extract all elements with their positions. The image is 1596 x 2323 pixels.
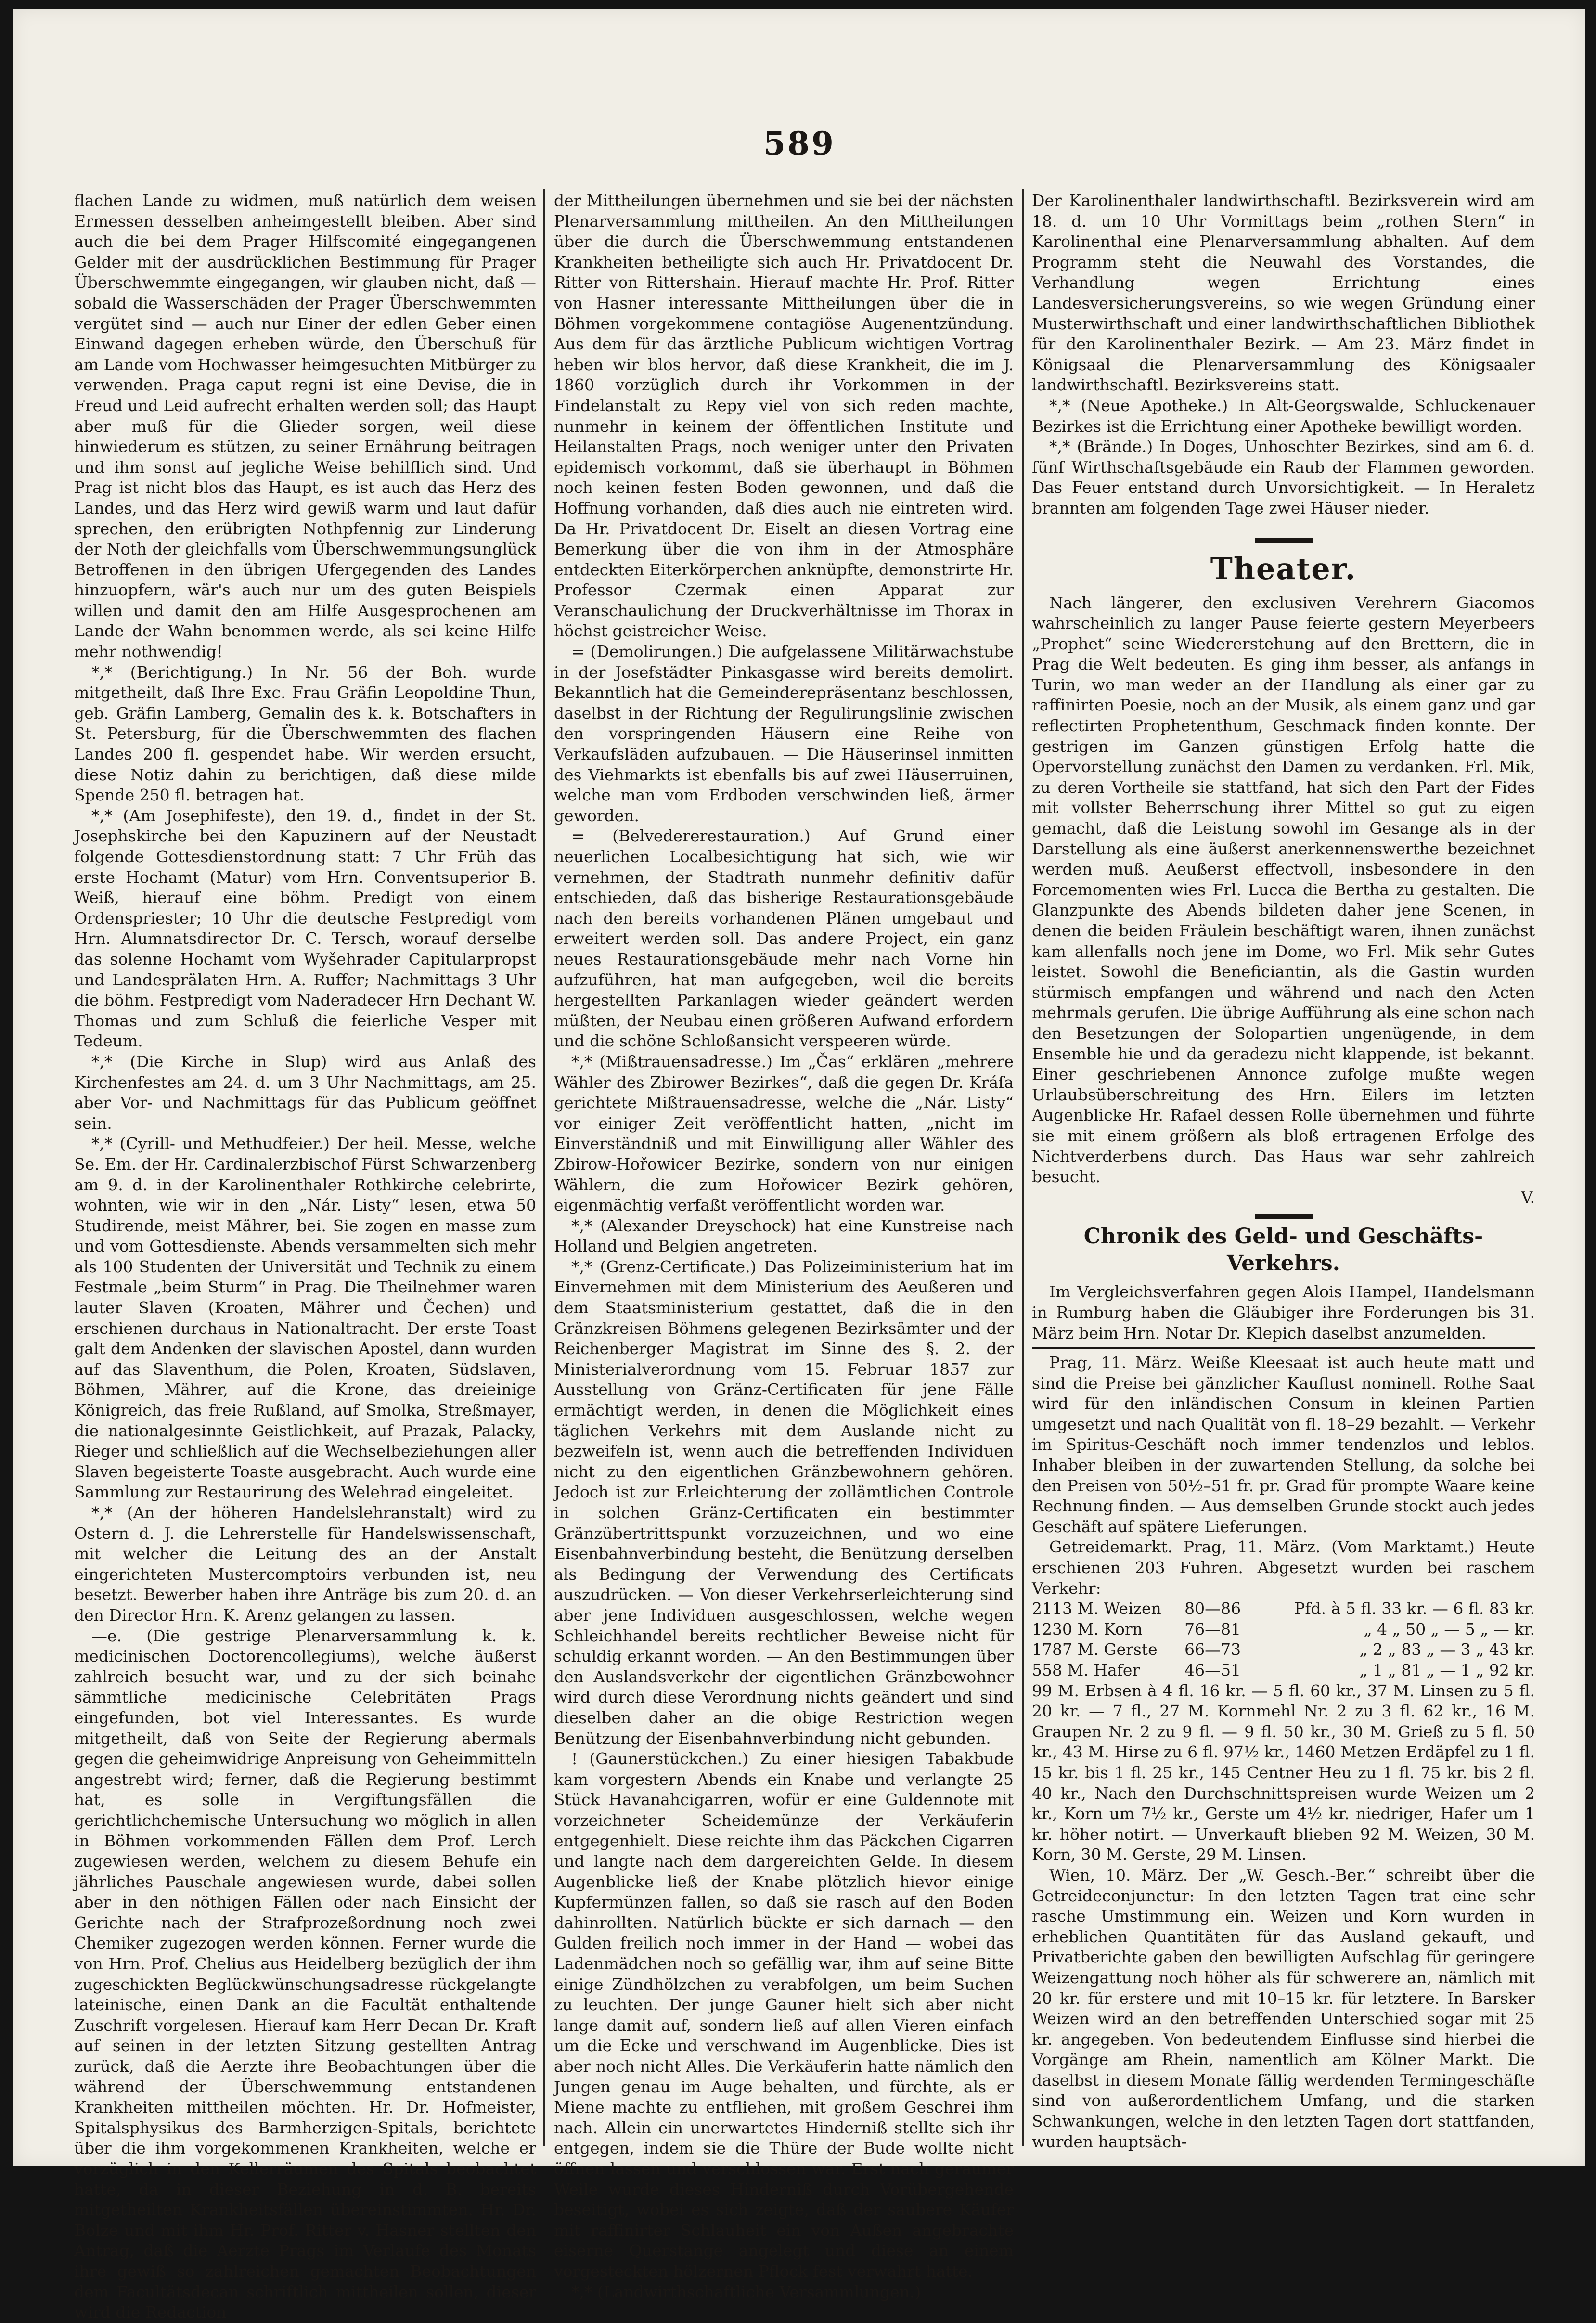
column-rule bbox=[1022, 189, 1024, 2146]
section-title-chronik: Chronik des Geld- und Geschäfts-Verkehrs. bbox=[1083, 1224, 1483, 1276]
column-right bbox=[1032, 191, 1535, 2151]
table-row bbox=[1032, 1619, 1535, 1640]
column-left bbox=[74, 191, 536, 2322]
article-text: flachen Lande zu widmen, muß natürlich dem weisen Ermessen desselben anheimgestellt bleiben. Aber sind auch die bei dem Prager Hilfscomité eingegangenen Gelder mit der ausdrücklichen Bestimmung für Prager Überschwemmte eingegangen, wir glauben nicht, daß — sobald die Wasserschäden der Prager Überschwemmten vergütet sind — auch nur Einer der edlen Geber einen Einwand dagegen erheben würde, den Überschuß für am Lande vom Hochwasser heimgesuchten Mitbürger zu verwenden. Praga caput regni ist eine Devise, die in Freud und Leid aufrecht erhalten werden soll; das Haupt aber muß für die Glieder sorgen, weil diese hinwiederum es stützen, zu seiner Ernährung beitragen und ihm sonst auf jegliche Weise behilflich sind. Und Prag ist nicht blos das Haupt, es ist auch das Herz des Landes, und das Herz wird gewiß warm und laut dafür sprechen, den erübrigten Nothpfennig zur Linderung der Noth der gleichfalls vom Überschwemmungsunglück Betroffenen in den übrigen Ufergegenden des Landes hinzuopfern, wär's auch nur um des guten Beispiels willen und damit den am Hilfe Ausgesprochenen am Lande der Wahn benommen werde, als sei keine Hilfe mehr nothwendig! bbox=[74, 191, 536, 661]
market-wien: Wien, 10. März. Der „W. Gesch.-Ber.“ schreibt über die Getreideconjunctur: In den letzten Tagen trat eine sehr rasche Umstimmung ein. Weizen und Korn wurden in erheblichen Quantitäten für das Ausland gekauft, und Privatberichte gaben den bewilligten Aufschlag für geringere Weizengattung noch höher als für schwerere an, nämlich mit 20 kr. für erstere und mit 10–15 kr. für letztere. In Barsker Weizen wird an den betreffenden Unterschied sogar mit 25 kr. angegeben. Von bedeutendem Einflusse sind hierbei die Vorgänge am Rhein, namentlich am Kölner Markt. Die daselbst in diesem Monate fällig werdenden Termingeschäfte sind von außerordentlichem Umfang, und die starken Schwankungen, welche in den letzten Tagen dort stattfanden, wurden hauptsäch- bbox=[1032, 1865, 1535, 2151]
table-cell: „ 1 „ 81 „ — 1 „ 92 kr. bbox=[1359, 1661, 1535, 1679]
news-item-braende: *,* (Brände.) In Doges, Unhoschter Bezirkes, sind am 6. d. fünf Wirthschaftsgebäude ein Raub der Flammen geworden. Das Feuer entstand durch Unvorsichtigkeit. — In Heraletz brannten am folgenden Tage zwei Häuser nieder. bbox=[1032, 437, 1535, 517]
article-text: Der Karolinenthaler landwirthschaftl. Bezirksverein wird am 18. d. um 10 Uhr Vormittags beim „rothen Stern“ in Karolinenthal eine Plenarversammlung abhalten. Auf dem Programm steht die Neuwahl des Vorstandes, die Verhandlung wegen Errichtung eines Landesversicherungsvereins, so wie wegen Gründung einer Musterwirthschaft und einer landwirthschaftlichen Bibliothek für den Karolinenthaler Bezirk. — Am 23. März findet in Königsaal die Plenarversammlung des Königsaaler landwirthschaftl. Bezirksvereins statt. bbox=[1032, 191, 1535, 395]
section-divider bbox=[1255, 538, 1313, 543]
news-item-demolirungen: = (Demolirungen.) Die aufgelassene Militärwachstube in der Josefstädter Pinkasgasse wird bereits demolirt. Bekanntlich hat die Gemeinderepräsentanz beschlossen, daselbst in der Richtung der Regulirungslinie zwischen den vorspringenden Häusern eine Reihe von Verkaufsläden aufzubauen. — Die Häuserinsel inmitten des Viehmarkts ist ebenfalls bis auf zwei Häuserruinen, welche man vom Erdboden verschwinden ließ, ärmer geworden. bbox=[554, 642, 1014, 825]
column-middle bbox=[554, 191, 1014, 2301]
news-item-josephifest: *,* (Am Josephifeste), den 19. d., findet in der St. Josephskirche bei den Kapuzinern auf der Neustadt folgende Gottesdienstordnung statt: 7 Uhr Früh das erste Hochamt (Matur) vom Hrn. Conventsuperior B. Weiß, hierauf eine böhm. Predigt von einem Ordenspriester; 10 Uhr die deutsche Festpredigt vom Hrn. Alumnatsdirector Dr. C. Tersch, worauf derselbe das solenne Hochamt vom Wyšehrader Capitularpropst und Landesprälaten Hrn. A. Ruffer; Nachmittags 3 Uhr die böhm. Festpredigt vom Naderadecer Hrn Dechant W. Thomas und zum Schluß die feierliche Vesper mit Tedeum. bbox=[74, 806, 536, 1051]
market-getreide-intro: Getreidemarkt. Prag, 11. März. (Vom Marktamt.) Heute erschienen 203 Fuhren. Abgesetzt wurden bei raschem Verkehr: bbox=[1032, 1537, 1535, 1598]
article-text: der Mittheilungen übernehmen und sie bei der nächsten Plenarversammlung mittheilen. An den Mittheilungen über die durch die Überschwemmung entstandenen Krankheiten betheiligte sich auch Hr. Privatdocent Dr. Ritter von Rittershain. Hierauf machte Hr. Prof. Ritter von Hasner interessante Mittheilungen über die in Böhmen vorgekommene contagiöse Augenentzündung. Aus dem für das ärztliche Publicum wichtigen Vortrag heben wir blos hervor, daß diese Krankheit, die im J. 1860 vorzüglich durch ihr Vorkommen in der Findelanstalt zu Repy viel von sich reden machte, nunmehr in keinem der öffentlichen Institute und Heilanstalten Prags, noch weniger unter den Privaten epidemisch vorkommt, daß sie überhaupt in Böhmen noch keinen festen Boden gewonnen, und daß die Hoffnung vorhanden, daß dies auch nie eintreten wird. Da Hr. Privatdocent Dr. Eiselt an diesen Vortrag eine Bemerkung über die von ihm in der Atmosphäre entdeckten Eiterkörperchen anknüpfte, demonstrirte Hr. Professor Czermak einen Apparat zur Veranschaulichung der Druckverhältnisse im Thorax in höchst geistreicher Weise. bbox=[554, 191, 1014, 641]
table-cell: 66—73 bbox=[1184, 1640, 1241, 1659]
review-signature: V. bbox=[1521, 1187, 1535, 1207]
section-title-theater: Theater. bbox=[1210, 551, 1357, 586]
section-divider bbox=[1255, 1214, 1313, 1219]
table-cell: 1787 M. Gerste bbox=[1032, 1640, 1158, 1659]
divider-line bbox=[1032, 1347, 1535, 1349]
column-rule bbox=[543, 189, 545, 2146]
table-cell: 2113 M. Weizen bbox=[1032, 1599, 1161, 1618]
news-item-kirche-slup: *,* (Die Kirche in Slup) wird aus Anlaß des Kirchenfestes am 24. d. um 3 Uhr Nachmittags, am 25. aber Vor- und Nachmittags für das Publicum geöffnet sein. bbox=[74, 1052, 536, 1133]
table-row bbox=[1032, 1660, 1535, 1681]
market-prag: Prag, 11. März. Weiße Kleesaat ist auch heute matt und sind die Preise bei gänzlicher Kauflust nominell. Rothe Saat wird für den inländischen Consum in kleinen Partien umgesetzt und nach Qualität von fl. 18–29 bezahlt. — Verkehr im Spiritus-Geschäft noch immer tendenzlos und leblos. Inhaber bleiben in der zuwartenden Stellung, da solche bei den Preisen von 50½–51 fr. pr. Grad für prompte Waare keine Rechnung finden. — Aus demselben Grunde stockt auch jedes Geschäft auf spätere Lieferungen. bbox=[1032, 1353, 1535, 1536]
news-item-dreyschock: *,* (Alexander Dreyschock) hat eine Kunstreise nach Holland und Belgien angetreten. bbox=[554, 1216, 1014, 1256]
chronik-vergleich: Im Vergleichsverfahren gegen Alois Hampel, Handelsmann in Rumburg haben die Gläubiger ihre Forderungen bis 31. März beim Hrn. Notar Dr. Klepich daselbst anzumelden. bbox=[1032, 1282, 1535, 1342]
page-number: 589 bbox=[763, 125, 836, 162]
table-cell: 1230 M. Korn bbox=[1032, 1619, 1143, 1639]
table-cell: 46—51 bbox=[1184, 1661, 1241, 1679]
theater-review: Nach längerer, den exclusiven Verehrern Giacomos wahrscheinlich zu langer Pause feierte gestern Meyerbeers „Prophet“ seine Wiedererstehung auf den Brettern, die in Prag die Welt bedeuten. Es ging ihm besser, als anfangs in Turin, wo man weder an der Handlung als einer gar zu raffinirten Poesie, noch an der Musik, als einem ganz und gar reflectirten Prophetenthum, Geschmack finden konnte. Der gestrigen im Ganzen günstigen Erfolg hatte die Opervorstellung zunächst den Damen zu verdanken. Frl. Mik, zu deren Vortheile sie stattfand, hat sich den Part der Fides mit vollster Beherrschung ihrer Mittel so gut zu eigen gemacht, daß die Leistung sowohl im Gesange als in der Darstellung als eine äußerst anerkennenswerthe bezeichnet werden muß. Aeußerst effectvoll, insbesondere in den Forcemomenten wies Frl. Lucca die Bertha zu gestalten. Die Glanzpunkte des Abends bildeten daher jene Scenen, in denen die beiden Fräulein beschäftigt waren, ihnen zunächst kam allenfalls noch jene im Dome, wo Frl. Mik sehr Gutes leistet. Sowohl die Beneficiantin, als die Gastin wurden stürmisch empfangen und während und nach den Acten mehrmals gerufen. Die übrige Aufführung als eine schon nach den Besetzungen der Solopartien ungenügende, in dem Ensemble hie und da geradezu nicht klappende, ist bekannt. Einer geschriebenen Annonce zufolge mußte wegen Urlaubsüberschreitung des Hrn. Eilers im letzten Augenblicke Hr. Rafael dessen Rolle übernehmen und führte sie mit einem größern als bloß ertragenen Erfolge des Nichtverderbens durch. Das Haus war sehr zahlreich besucht. bbox=[1032, 593, 1535, 1187]
table-cell: 558 M. Hafer bbox=[1032, 1661, 1140, 1679]
news-item-landwirthschaft-heading: *,* (Landwirthschaftliche Versammlungen.) bbox=[571, 2282, 921, 2301]
news-item-handelslehranstalt: *,* (An der höheren Handelslehranstalt) wird zu Ostern d. J. die Lehrerstelle für Handelswissenschaft, mit welcher die Leitung des an der Anstalt eingerichteten Mustercomptoirs verbunden ist, neu besetzt. Bewerber haben ihre Anträge bis zum 20. d. an den Director Hrn. K. Arenz gelangen zu lassen. bbox=[74, 1503, 536, 1625]
table-cell: Pfd. à 5 fl. 33 kr. — 6 fl. 83 kr. bbox=[1294, 1599, 1535, 1618]
news-item-plenarversammlung: —e. (Die gestrige Plenarversammlung k. k. medicinischen Doctorencollegiums), welche äußerst zahlreich besucht war, und zu der sich beinahe sämmtliche medicinische Celebritäten Prags eingefunden, bot viel Interessantes. Es wurde mitgetheilt, daß von Seite der Regierung abermals gegen die geheimwidrige Anpreisung von Geheimmitteln angestrebt wird; ferner, daß die Regierung bestimmt hat, es solle in Vergiftungsfällen die gerichtlichchemische Untersuchung wo möglich in allen in Böhmen vorkommenden Fällen dem Prof. Lerch zugewiesen werden, welchem zu diesem Behufe ein jährliches Pauschale angewiesen wurde, dabei sollen aber in den nöthigen Fällen oder nach Einsicht der Gerichte nach der Strafprozeßordnung noch zwei Chemiker zugezogen werden können. Ferner wurde die von Hrn. Prof. Chelius aus Heidelberg bezüglich der ihm zugeschickten Beglückwünschungsadresse rückgelangte lateinische, einen Dank an die Facultät enthaltende Zuschrift vorgelesen. Hierauf kam Herr Decan Dr. Kraft auf seinen in der letzten Sitzung gestellten Antrag zurück, daß die Aerzte ihre Beobachtungen über die während der Überschwemmung entstandenen Krankheiten mittheilen möchten. Hr. Dr. Hofmeister, Spitalsphysikus des Barmherzigen-Spitals, berichtete über die ihm vorgekommenen Krankheiten, welche er vorzüglich in den Kellerräumen des Spitals beobachtet hatte, da in dieser Beziehung in d. B. bereits mitgetheilten Krankheitsfällen übereinstimmten. Hr. Dr. Bolze und mit ihm Hr. Prof. Ritter v. Hasner stellten den Antrag, daß die Aerzte Prags im Verlaufe des Monats ihre gewiß so zahlreichen gemachten Beobachtungen dem Facultätsdecan schriftlich mittheilen sollen, dieser wird die Redaction bbox=[74, 1626, 536, 2322]
news-item-apotheke: *,* (Neue Apotheke.) In Alt-Georgswalde, Schluckenauer Bezirkes ist die Errichtung einer Apotheke bewilligt worden. bbox=[1032, 396, 1535, 436]
news-item-belvedere: = (Belvedererestauration.) Auf Grund einer neuerlichen Localbesichtigung hat sich, wie wir vernehmen, der Stadtrath nunmehr definitiv dafür entschieden, daß das bisherige Restaurationsgebäude nach den bereits vorhandenen Plänen umgebaut und erweitert werden soll. Das andere Project, ein ganz neues Restaurationsgebäude mehr nach Vorne hin aufzuführen, hat man aufgegeben, weil die bereits hergestellten Parkanlagen wieder geändert werden müßten, der Neubau einen größeren Aufwand erfordern und die schöne Schloßansicht verspeeren würde. bbox=[554, 826, 1014, 1051]
table-row bbox=[1032, 1599, 1535, 1619]
news-item-cyrill-methud: *,* (Cyrill- und Methudfeier.) Der heil. Messe, welche Se. Em. der Hr. Cardinalerzbischof Fürst Schwarzenberg am 9. d. in der Karolinenthaler Rothkirche celebrirte, wohnten, wie wir in den „Nár. Listy“ lesen, etwa 50 Studirende, meist Mährer, bei. Sie zogen en masse zum und vom Gottesdienste. Abends versammelten sich mehr als 100 Studenten der Universität und Technik zu einem Festmale „beim Sturm“ in Prag. Die Theilnehmer waren lauter Slaven (Kroaten, Mährer und Čechen) und erschienen durchaus in Nationaltracht. Der erste Toast galt dem Andenken der slavischen Apostel, dann wurden auf das Slaventhum, die Polen, Kroaten, Südslaven, Böhmen, Mährer, auf die Krone, das dreieinige Königreich, das freie Rußland, auf Smolka, Streßmayer, die nationalgesinnte Geistlichkeit, auf Prazak, Palacky, Rieger und schließlich auf die Wechselbeziehungen aller Slaven begeisterte Toaste ausgebracht. Auch wurde eine Sammlung zur Restaurirung des Welehrad eingeleitet. bbox=[74, 1134, 536, 1502]
table-cell: 80—86 bbox=[1184, 1599, 1241, 1618]
table-row bbox=[1032, 1639, 1535, 1660]
getreide-price-table bbox=[1032, 1599, 1535, 1680]
table-cell: 76—81 bbox=[1184, 1619, 1241, 1639]
news-item-grenz-certificate: *,* (Grenz-Certificate.) Das Polizeiministerium hat im Einvernehmen mit dem Ministerium des Aeußeren und dem Staatsministerium gestattet, daß die in den Gränzkreisen Böhmens gelegenen Bezirksämter und der Reichenberger Magistrat im Sinne des §. 2. der Ministerialverordnung vom 15. Februar 1857 zur Ausstellung von Gränz-Certificaten für jene Fälle ermächtigt werden, in denen die Möglichkeit eines täglichen Verkehrs mit dem Auslande nicht zu bezweifeln ist, wenn auch die betreffenden Individuen nicht zu den eigentlichen Gränzbewohnern gehören. Jedoch ist zur Erleichterung der zollämtlichen Controle in solchen Gränz-Certificaten ein bestimmter Gränzübertrittspunkt vorzuzeichnen, und wo eine Eisenbahnverbindung besteht, die Benützung derselben als Bedingung der Verwendung des Certificats auszudrücken. — Von dieser Verkehrserleichterung sind aber jene Individuen ausgeschlossen, welche wegen Schleichhandel bereits rechtlicher Beweise nicht für schuldig erkannt worden. — An den Bestimmungen über den Auslandsverkehr der eigentlichen Gränzbewohner wird durch diese Verordnung nichts geändert und sind dieselben daher an die obige Restriction wegen Benützung der Eisenbahnverbindung nicht gebunden. bbox=[554, 1257, 1014, 1748]
table-cell: „ 4 „ 50 „ — 5 „ — kr. bbox=[1364, 1619, 1535, 1639]
news-item-gaunerstueckchen: ! (Gaunerstückchen.) Zu einer hiesigen Tabakbude kam vorgestern Abends ein Knabe und verlangte 25 Stück Havanahcigarren, wofür er eine Guldennote mit vorzeichneter Scheidemünze der Verkäuferin entgegenhielt. Diese reichte ihm das Päckchen Cigarren und langte nach dem dargereichten Gelde. In diesem Augenblicke ließ der Knabe plötzlich hievor einige Kupfermünzen fallen, so daß sie rasch auf den Boden dahinrollten. Natürlich bückte er sich darnach — den Gulden freilich noch immer in der Hand — wobei das Ladenmädchen noch so gefällig war, ihm auf seine Bitte einige Zündhölzchen zu verabfolgen, um beim Suchen zu leuchten. Der junge Gauner hielt sich aber nicht lange damit auf, sondern ließ auf allen Vieren einfach um die Ecke und verschwand im Augenblicke. Dies ist aber noch nicht Alles. Die Verkäuferin hatte nämlich den Jungen genau im Auge behalten, und fürchte, als er Miene machte zu entfliehen, mit großem Geschrei ihm nach. Allein ein unerwartetes Hinderniß stellte sich ihr entgegen, indem sie die Thüre der Bude wollte nicht öffnen lassen und verschlossen war. Erst nach geraumer Weile wurde dieses Hinderniß durch Vorübergehende beseitigt, wobei es sich zeigte, daß der saubere Käufer mit raffinirter Schlauheit ein von Außen angebrachte eiserne Querstange angelegt und diese an einem vorgesteckten hölzernen Pflock fest verwahrt hatte. bbox=[554, 1749, 1014, 2281]
news-item-misstrauensadresse: *,* (Mißtrauensadresse.) Im „Čas“ erklären „mehrere Wähler des Zbirower Bezirkes“, daß die gegen Dr. Kráſa gerichtete Mißtrauensadresse, welche die „Nár. Listy“ vor einiger Zeit veröffentlicht hatten, „nicht im Einverständniß und mit Einwilligung aller Wähler des Zbirow-Hořowicer Bezirke, sondern von nur einigen Wählern, die zum Hořowicer Bezirk gehören, eigenmächtig verfaßt veröffentlicht worden war. bbox=[554, 1052, 1014, 1215]
table-cell: „ 2 „ 83 „ — 3 „ 43 kr. bbox=[1359, 1640, 1535, 1659]
newspaper-page bbox=[13, 9, 1585, 2322]
market-getreide-more: 99 M. Erbsen à 4 fl. 16 kr. — 5 fl. 60 kr., 37 M. Linsen zu 5 fl. 20 kr. — 7 fl., 27 M. Kornmehl Nr. 2 zu 3 fl. 62 kr., 16 M. Graupen Nr. 2 zu 9 fl. — 9 fl. 50 kr., 30 M. Grieß zu 5 fl. 50 kr., 43 M. Hirse zu 6 fl. 97½ kr., 1460 Metzen Erdäpfel zu 1 fl. 15 kr. bis 1 fl. 25 kr., 145 Centner Heu zu 1 fl. 75 kr. bis 2 fl. 40 kr., Nach den Durchschnittspreisen wurde Weizen um 2 kr., Korn um 7½ kr., Gerste um 4½ kr. niedriger, Hafer um 1 kr. höher notirt. — Unverkauft blieben 92 M. Weizen, 30 M. Korn, 30 M. Gerste, 29 M. Linsen. bbox=[1032, 1681, 1535, 1864]
news-item-berichtigung: *,* (Berichtigung.) In Nr. 56 der Boh. wurde mitgetheilt, daß Ihre Exc. Frau Gräfin Leopoldine Thun, geb. Gräfin Lamberg, Gemalin des k. k. Botschafters in St. Petersburg, für die Überschwemmten des flachen Landes 200 fl. gespendet habe. Wir werden ersucht, diese Notiz dahin zu berichtigen, daß diese milde Spende 250 fl. betragen hat. bbox=[74, 662, 536, 805]
